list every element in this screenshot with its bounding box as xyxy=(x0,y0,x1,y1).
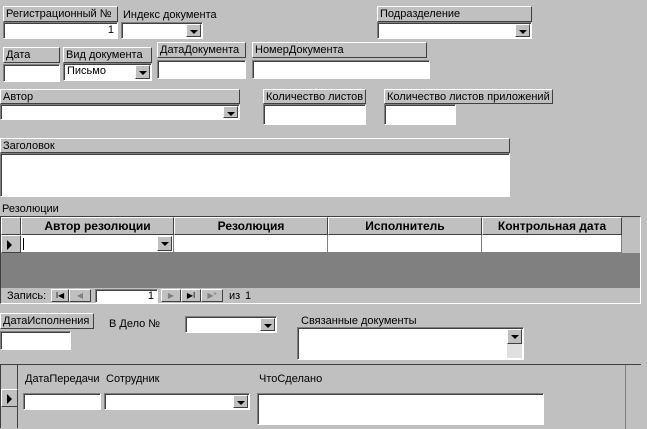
author-dropdown-icon[interactable] xyxy=(223,106,238,118)
record-total: 1 xyxy=(245,290,252,302)
doc-date-field[interactable] xyxy=(157,60,246,79)
related-docs-scrollbar[interactable] xyxy=(507,329,522,358)
of-label: из xyxy=(229,290,241,302)
doc-date-label: ДатаДокумента xyxy=(157,42,246,58)
first-record-button[interactable]: I◀ xyxy=(51,289,69,302)
what-done-field[interactable] xyxy=(257,393,544,425)
doc-type-combo[interactable] xyxy=(63,63,152,81)
related-docs-label: Связанные документы xyxy=(301,315,417,327)
col-control-date[interactable]: Контрольная дата xyxy=(482,217,622,235)
doc-type-dropdown-icon[interactable] xyxy=(135,65,150,79)
resolutions-label: Резолюции xyxy=(2,203,59,215)
resolution-author-dropdown-icon[interactable] xyxy=(157,236,172,251)
record-label: Запись: xyxy=(7,290,47,302)
title-label: Заголовок xyxy=(0,138,510,153)
transfers-subform xyxy=(0,364,641,428)
resolution-cell[interactable] xyxy=(174,235,328,253)
doc-number-field[interactable] xyxy=(252,60,430,79)
col-transfer-date: ДатаПередачи xyxy=(25,373,100,385)
col-what-done: ЧтоСделано xyxy=(259,373,323,385)
resolutions-select-all[interactable] xyxy=(1,217,21,235)
case-combo[interactable] xyxy=(185,316,277,333)
transfer-date-field[interactable] xyxy=(23,393,101,410)
transfers-right-edge xyxy=(625,365,641,429)
col-resolution[interactable]: Резолюция xyxy=(174,217,328,235)
transfers-row-selector[interactable] xyxy=(1,389,18,407)
resolution-author-cell[interactable] xyxy=(21,235,174,253)
doc-number-label: НомерДокумента xyxy=(252,42,427,58)
related-docs-dropdown-icon[interactable] xyxy=(507,329,522,344)
appendix-sheet-count-label: Количество листов приложений xyxy=(384,89,553,104)
col-employee: Сотрудник xyxy=(106,373,160,385)
record-number-field[interactable]: 1 xyxy=(95,289,158,303)
next-record-button[interactable]: ▶ xyxy=(161,289,181,302)
doc-type-label: Вид документа xyxy=(63,47,152,63)
case-label: В Дело № xyxy=(109,318,161,330)
new-record-button[interactable]: ▶* xyxy=(201,289,223,302)
department-combo[interactable] xyxy=(377,22,532,39)
author-combo[interactable] xyxy=(0,104,240,120)
resolutions-empty-area xyxy=(1,253,640,288)
control-date-cell[interactable] xyxy=(482,235,622,253)
department-label: Подразделение xyxy=(377,6,532,22)
doc-index-dropdown-icon[interactable] xyxy=(186,24,201,37)
department-dropdown-icon[interactable] xyxy=(515,24,530,37)
last-record-button[interactable]: ▶I xyxy=(181,289,201,302)
appendix-sheet-count-field[interactable] xyxy=(384,104,456,125)
col-executor[interactable]: Исполнитель xyxy=(328,217,482,235)
reg-number-label: Регистрационный № xyxy=(3,6,118,22)
col-resolution-author[interactable]: Автор резолюции xyxy=(21,217,174,235)
case-dropdown-icon[interactable] xyxy=(260,318,275,331)
sheet-count-label: Количество листов xyxy=(263,89,366,104)
date-field[interactable] xyxy=(3,64,60,82)
title-field[interactable] xyxy=(0,153,510,197)
author-label: Автор xyxy=(0,89,240,104)
prev-record-button[interactable]: ◀ xyxy=(69,289,91,302)
resolutions-row-selector[interactable] xyxy=(1,235,21,253)
related-docs-list[interactable] xyxy=(297,327,524,360)
due-date-field[interactable] xyxy=(0,331,71,350)
executor-cell[interactable] xyxy=(328,235,482,253)
resolutions-subform xyxy=(0,216,641,304)
employee-combo[interactable] xyxy=(104,393,250,410)
employee-dropdown-icon[interactable] xyxy=(233,395,248,408)
reg-number-field[interactable]: 1 xyxy=(3,22,118,39)
date-label: Дата xyxy=(3,47,60,63)
due-date-label: ДатаИсполнения xyxy=(0,313,94,329)
sheet-count-field[interactable] xyxy=(263,104,366,125)
text-cursor xyxy=(23,238,24,250)
doc-index-label: Индекс документа xyxy=(123,9,217,21)
doc-type-value: Письмо xyxy=(67,65,106,77)
doc-index-combo[interactable] xyxy=(121,22,203,39)
